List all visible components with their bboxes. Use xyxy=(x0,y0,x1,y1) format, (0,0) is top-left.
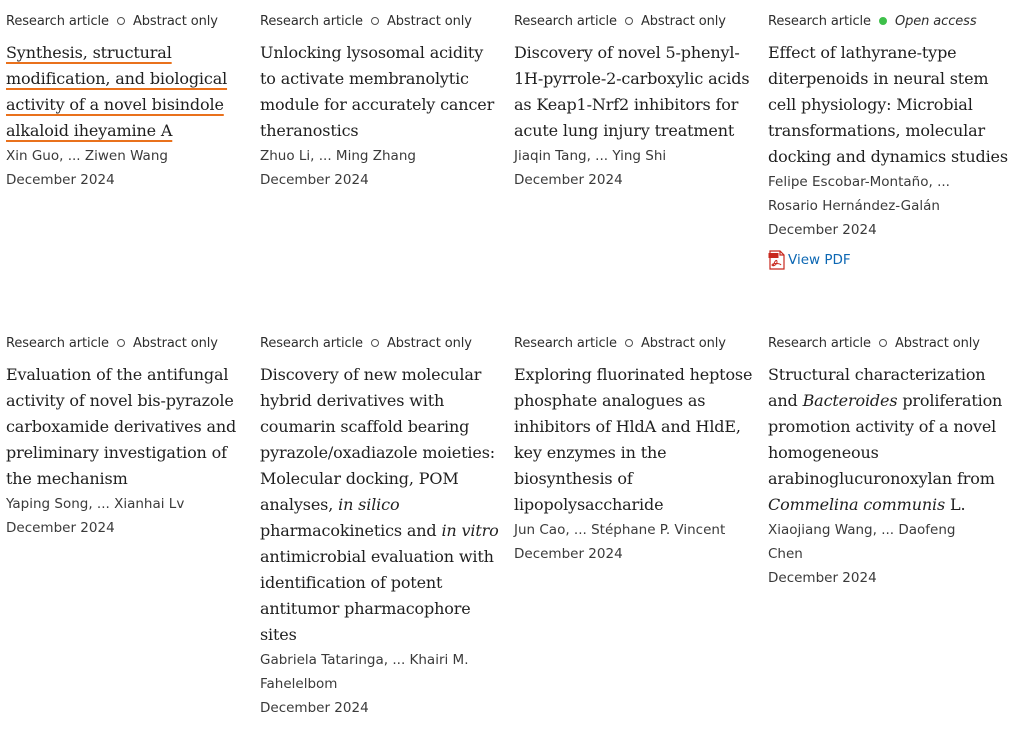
title-line: Structural characterization xyxy=(768,365,986,384)
title-line: Exploring fluorinated heptose xyxy=(514,365,753,384)
title-line: alkaloid iheyamine A xyxy=(6,121,173,140)
title-line: Effect of lathyrane-type xyxy=(768,43,957,62)
title-line: preliminary investigation of xyxy=(6,443,227,462)
article-meta xyxy=(514,10,746,32)
access-label: Abstract only xyxy=(132,335,218,351)
title-line: sites xyxy=(260,625,297,644)
article-title-link[interactable] xyxy=(260,40,495,144)
article-title-link[interactable] xyxy=(514,362,753,518)
title-line xyxy=(260,492,492,518)
title-line: acute lung injury treatment xyxy=(514,121,735,140)
title-line: docking and dynamics studies xyxy=(768,147,1008,166)
article-date: December 2024 xyxy=(6,520,115,536)
article-title-link[interactable] xyxy=(6,40,238,144)
title-line: arabinoglucuronoxylan from xyxy=(768,469,995,488)
article-type: Research article xyxy=(514,13,617,29)
authors-line: Xiaojiang Wang, ... Daofeng xyxy=(768,522,956,538)
access-dot-icon xyxy=(371,17,379,25)
article-authors xyxy=(768,518,1000,566)
pdf-icon xyxy=(768,250,786,270)
access-label: Abstract only xyxy=(132,13,218,29)
article-type: Research article xyxy=(260,335,363,351)
title-line: as Keap1-Nrf2 inhibitors for xyxy=(514,95,739,114)
title-text: and xyxy=(768,391,803,410)
article-date: December 2024 xyxy=(768,222,877,238)
title-line: carboxamide derivatives and xyxy=(6,417,237,436)
article-type: Research article xyxy=(260,13,363,29)
access-label: Abstract only xyxy=(386,335,472,351)
access-label: Open access xyxy=(894,13,977,29)
title-line: antitumor pharmacophore xyxy=(260,599,471,618)
title-italic: in silico xyxy=(338,495,400,514)
article-meta xyxy=(768,10,1000,32)
title-line: hybrid derivatives with xyxy=(260,391,445,410)
title-line: Evaluation of the antifungal xyxy=(6,365,229,384)
title-line: Discovery of novel 5-phenyl- xyxy=(514,43,740,62)
authors-line: Fahelelbom xyxy=(260,676,338,692)
article-meta xyxy=(6,10,238,32)
title-line: Molecular docking, POM xyxy=(260,469,459,488)
article-card xyxy=(260,10,495,192)
authors-line: Jun Cao, ... Stéphane P. Vincent xyxy=(514,522,726,538)
title-line: 1H-pyrrole-2-carboxylic acids xyxy=(514,69,750,88)
article-date: December 2024 xyxy=(514,172,623,188)
article-date: December 2024 xyxy=(768,570,877,586)
article-authors xyxy=(260,648,492,696)
authors-line: Zhuo Li, ... Ming Zhang xyxy=(260,148,416,164)
title-line: homogeneous xyxy=(768,443,879,462)
access-dot-icon xyxy=(371,339,379,347)
article-type: Research article xyxy=(514,335,617,351)
access-label: Abstract only xyxy=(386,13,472,29)
article-type: Research article xyxy=(768,13,871,29)
title-line: module for accurately cancer xyxy=(260,95,495,114)
article-title-link[interactable] xyxy=(768,362,1003,518)
article-date: December 2024 xyxy=(260,172,369,188)
view-pdf-link[interactable] xyxy=(768,250,1000,270)
authors-line: Gabriela Tataringa, ... Khairi M. xyxy=(260,652,469,668)
title-line: promotion activity of a novel xyxy=(768,417,997,436)
access-dot-icon xyxy=(117,17,125,25)
title-line: diterpenoids in neural stem xyxy=(768,69,989,88)
article-meta xyxy=(514,332,746,354)
article-authors xyxy=(514,518,746,542)
open-access-dot-icon xyxy=(879,17,887,25)
title-line: to activate membranolytic xyxy=(260,69,469,88)
title-line xyxy=(768,492,1000,518)
title-line xyxy=(768,388,1003,414)
article-meta xyxy=(6,332,238,354)
access-dot-icon xyxy=(879,339,887,347)
article-card xyxy=(260,332,499,720)
article-card xyxy=(768,10,1008,270)
title-line xyxy=(260,518,499,544)
title-text: proliferation xyxy=(897,391,1003,410)
article-card xyxy=(6,332,238,540)
title-line: inhibitors of HldA and HldE, xyxy=(514,417,741,436)
article-date: December 2024 xyxy=(260,700,369,716)
article-type: Research article xyxy=(768,335,871,351)
article-title-link[interactable] xyxy=(514,40,750,144)
title-line: activity of a novel bisindole xyxy=(6,95,224,114)
article-meta xyxy=(768,332,1000,354)
title-line: identification of potent xyxy=(260,573,443,592)
authors-line: Jiaqin Tang, ... Ying Shi xyxy=(514,148,667,164)
title-text: L. xyxy=(945,495,966,514)
title-line: lipopolysaccharide xyxy=(514,495,664,514)
title-line: theranostics xyxy=(260,121,359,140)
article-authors xyxy=(6,492,238,516)
article-title-link[interactable] xyxy=(260,362,499,648)
title-line: transformations, molecular xyxy=(768,121,985,140)
access-dot-icon xyxy=(625,339,633,347)
article-card xyxy=(514,332,753,566)
title-line: modification, and biological xyxy=(6,69,228,88)
title-line: biosynthesis of xyxy=(514,469,633,488)
article-meta xyxy=(260,332,492,354)
title-text: pharmacokinetics and xyxy=(260,521,442,540)
view-pdf-label: View PDF xyxy=(788,252,851,268)
article-date: December 2024 xyxy=(6,172,115,188)
title-line: Synthesis, structural xyxy=(6,43,172,62)
title-line: activity of novel bis-pyrazole xyxy=(6,391,234,410)
title-italic: in vitro xyxy=(441,521,499,540)
article-card xyxy=(768,332,1003,590)
title-italic: Bacteroides xyxy=(802,391,898,410)
article-authors xyxy=(6,144,238,168)
title-italic: Commelina communis xyxy=(768,495,946,514)
authors-line: Rosario Hernández-Galán xyxy=(768,198,940,214)
access-dot-icon xyxy=(117,339,125,347)
authors-line: Yaping Song, ... Xianhai Lv xyxy=(6,496,185,512)
article-authors xyxy=(768,170,1000,218)
access-label: Abstract only xyxy=(640,13,726,29)
access-label: Abstract only xyxy=(640,335,726,351)
access-label: Abstract only xyxy=(894,335,980,351)
article-title-link[interactable] xyxy=(768,40,1008,170)
article-meta xyxy=(260,10,492,32)
article-type: Research article xyxy=(6,13,109,29)
article-title-link[interactable] xyxy=(6,362,238,492)
title-line: the mechanism xyxy=(6,469,128,488)
title-line: Discovery of new molecular xyxy=(260,365,482,384)
authors-line: Felipe Escobar-Montaño, ... xyxy=(768,174,950,190)
title-line: Unlocking lysosomal acidity xyxy=(260,43,484,62)
article-card xyxy=(6,10,238,192)
title-text: analyses, xyxy=(260,495,339,514)
article-authors xyxy=(514,144,746,168)
article-date: December 2024 xyxy=(514,546,623,562)
title-line: coumarin scaffold bearing xyxy=(260,417,470,436)
title-line: pyrazole/oxadiazole moieties: xyxy=(260,443,495,462)
title-line: antimicrobial evaluation with xyxy=(260,547,494,566)
authors-line: Xin Guo, ... Ziwen Wang xyxy=(6,148,168,164)
article-card xyxy=(514,10,750,192)
article-type: Research article xyxy=(6,335,109,351)
title-line: cell physiology: Microbial xyxy=(768,95,973,114)
title-line: phosphate analogues as xyxy=(514,391,706,410)
article-authors xyxy=(260,144,492,168)
access-dot-icon xyxy=(625,17,633,25)
title-line: key enzymes in the xyxy=(514,443,667,462)
authors-line: Chen xyxy=(768,546,803,562)
